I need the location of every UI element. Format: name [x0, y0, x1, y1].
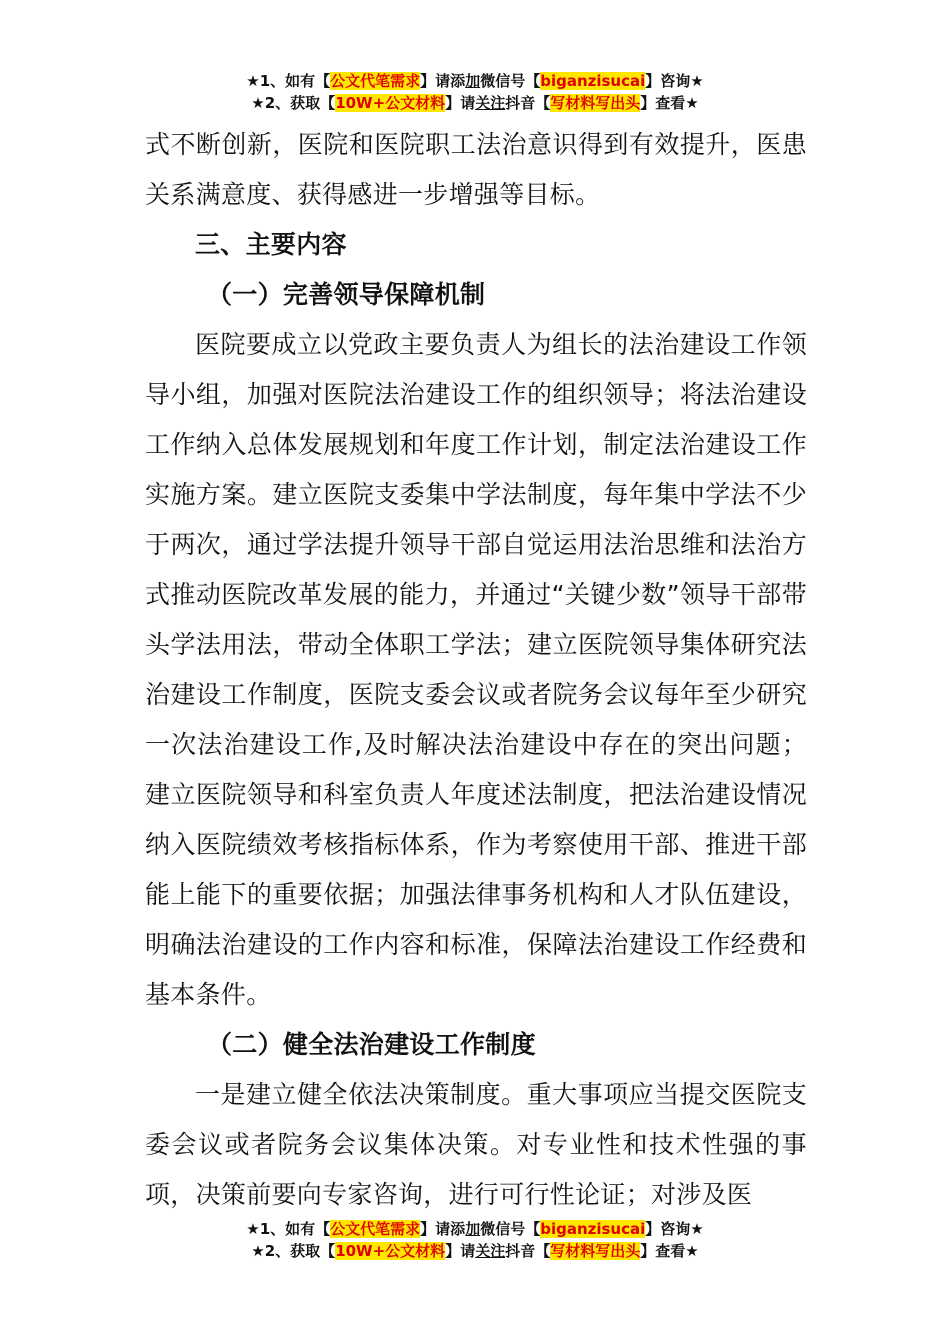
banner-highlight: 10W+公文材料	[335, 1242, 446, 1260]
banner-text: 抖音【	[505, 94, 551, 112]
banner-text: 微信号【	[480, 1220, 541, 1238]
banner-text: ★2、获取【	[251, 94, 336, 112]
banner-line-2	[0, 92, 950, 114]
banner-text: ★1、如有【	[246, 1220, 331, 1238]
subsection-heading-1: （一）完善领导保障机制	[207, 280, 486, 309]
banner-text: 】咨询★	[645, 1220, 704, 1238]
banner-highlight: 公文代笔需求	[330, 72, 421, 90]
paragraph-continued: 式不断创新，医院和医院职工法治意识得到有效提升，医患关系满意度、获得感进一步增强等目标。	[145, 130, 807, 209]
banner-text: 】咨询★	[645, 72, 704, 90]
banner-text: 】请添	[420, 72, 466, 90]
section-heading: 三、主要内容	[195, 230, 347, 259]
banner-emphasis: 加	[465, 72, 481, 90]
banner-emphasis: 关注	[475, 1242, 506, 1260]
banner-text: 抖音【	[505, 1242, 551, 1260]
banner-highlight: 写材料写出头	[550, 1242, 641, 1260]
banner-text: 】查看★	[640, 1242, 699, 1260]
paragraph-1: 医院要成立以党政主要负责人为组长的法治建设工作领导小组，加强对医院法治建设工作的组织领导；将法治建设工作纳入总体发展规划和年度工作计划，制定法治建设工作实施方案。建立医院支委集中学法制度，每年集中学法不少于两次，通过学法提升领导干部自觉运用法治思维和法治方式推动医院改革发展的能力，并通过“关键少数”领导干部带头学法用法，带动全体职工学法；建立医院领导集体研究法治建设工作制度，医院支委会议或者院务会议每年至少研究一次法治建设工作,及时解决法治建设中存在的突出问题；建立医院领导和科室负责人年度述法制度，把法治建设情况纳入医院绩效考核指标体系，作为考察使用干部、推进干部能上能下的重要依据；加强法律事务机构和人才队伍建设，明确法治建设的工作内容和标准，保障法治建设工作经费和基本条件。	[145, 330, 807, 1009]
banner-text: 】请添	[420, 1220, 466, 1238]
banner-highlight: 公文代笔需求	[330, 1220, 421, 1238]
banner-highlight: 写材料写出头	[550, 94, 641, 112]
document-body	[145, 120, 807, 1220]
banner-text: 微信号【	[480, 72, 541, 90]
banner-line-1	[0, 1218, 950, 1240]
banner-emphasis: 关注	[475, 94, 506, 112]
banner-line-1	[0, 70, 950, 92]
banner-text: 】请	[445, 94, 476, 112]
footer-banner	[0, 1218, 950, 1262]
banner-text: ★1、如有【	[246, 72, 331, 90]
banner-text: 】查看★	[640, 94, 699, 112]
banner-highlight: biganzisucai	[540, 1220, 646, 1238]
banner-text: 】请	[445, 1242, 476, 1260]
banner-highlight: biganzisucai	[540, 72, 646, 90]
banner-highlight: 10W+公文材料	[335, 94, 446, 112]
banner-emphasis: 加	[465, 1220, 481, 1238]
banner-text: ★2、获取【	[251, 1242, 336, 1260]
header-banner	[0, 70, 950, 114]
subsection-heading-2: （二）健全法治建设工作制度	[207, 1030, 536, 1059]
banner-line-2	[0, 1240, 950, 1262]
paragraph-2: 一是建立健全依法决策制度。重大事项应当提交医院支委会议或者院务会议集体决策。对专业性和技术性强的事项，决策前要向专家咨询，进行可行性论证；对涉及医	[145, 1080, 807, 1209]
